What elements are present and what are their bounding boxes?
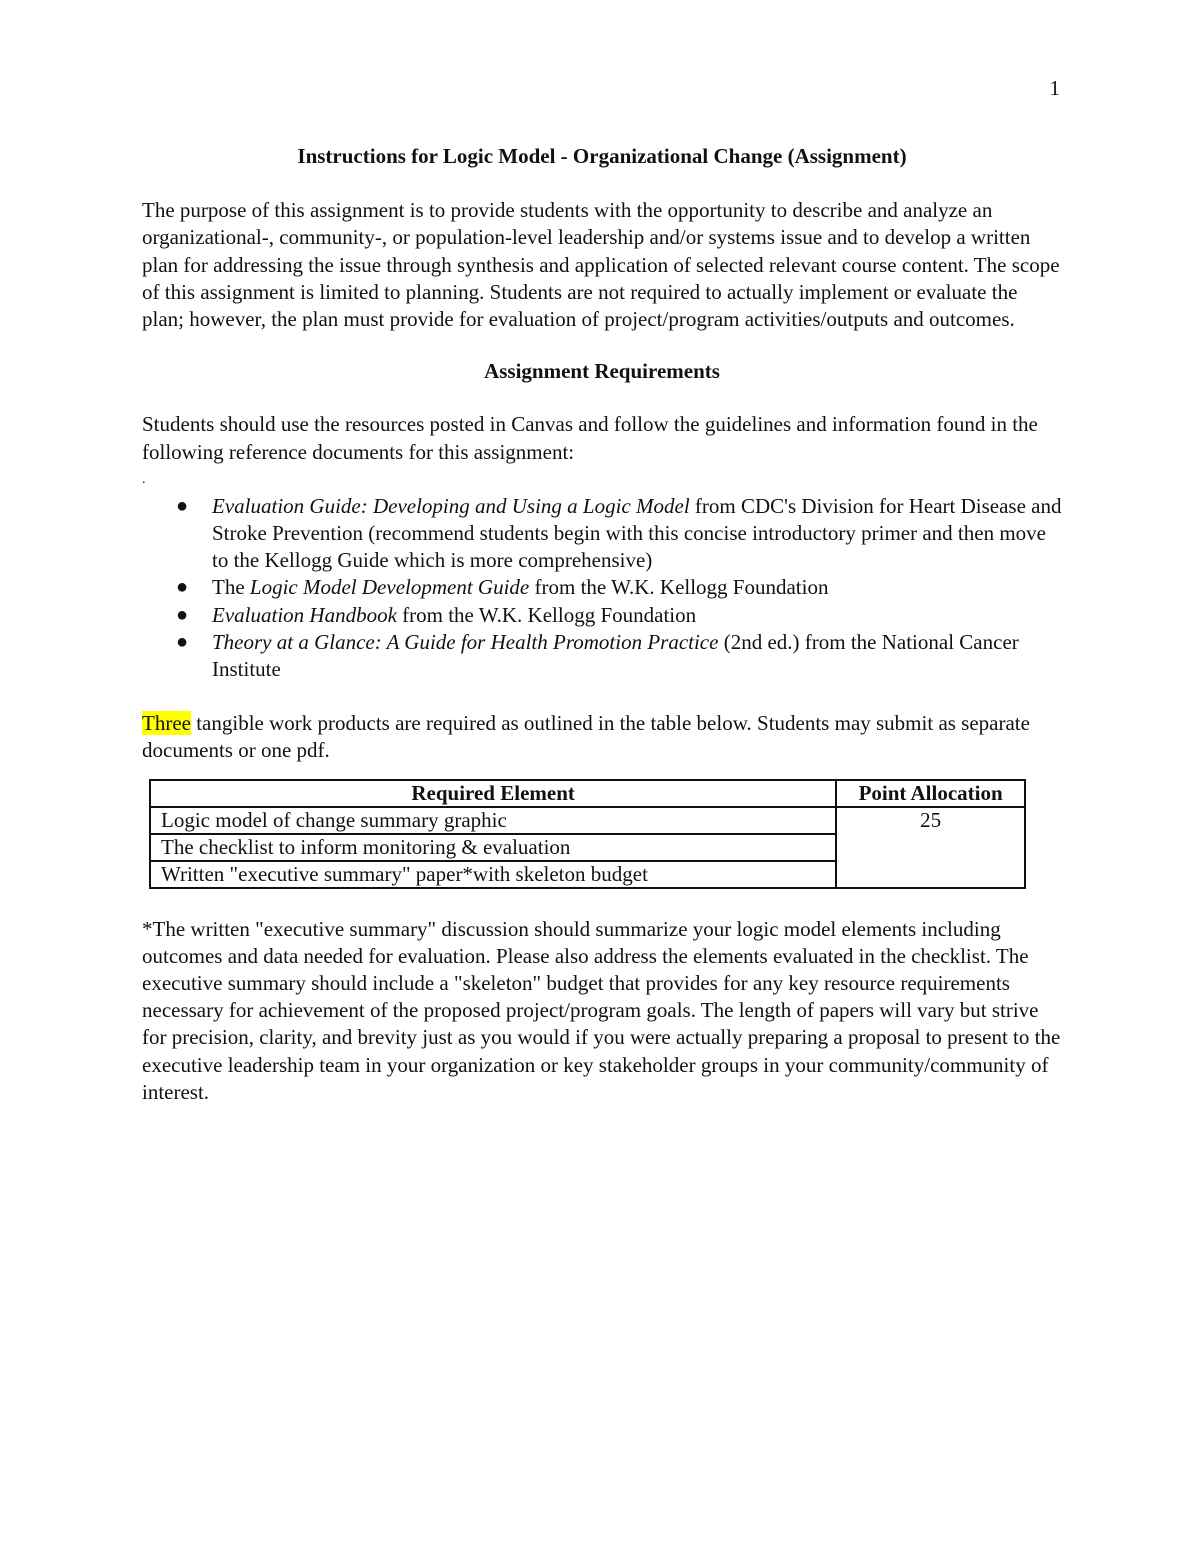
reference-title: Logic Model Development Guide [249, 575, 530, 600]
bullet-icon: ● [176, 603, 189, 626]
list-item [142, 629, 1062, 683]
list-item [142, 574, 1062, 601]
requirements-heading: Assignment Requirements [484, 359, 720, 384]
point-allocation-cell: 25 [836, 807, 1025, 888]
reference-source: from CDC's Division for Heart Disease and Stroke Prevention (recommend students begin with this concise introductory primer and then move to the Kellogg Guide which is more comprehensive) [212, 493, 1062, 573]
header-point-allocation: Point Allocation [836, 780, 1025, 807]
table-row [150, 807, 1025, 834]
stray-mark: . [142, 471, 146, 487]
list-item [142, 602, 1062, 629]
table-header-row [150, 780, 1025, 807]
list-item [142, 493, 1062, 575]
required-element-cell: Logic model of change summary graphic [150, 807, 836, 834]
purpose-paragraph: The purpose of this assignment is to provide students with the opportunity to describe and analyze an organizational-, community-, or population-level leadership and/or systems issue and to develop a written plan for addressing the issue through synthesis and application of selected relevant course content. The scope of this assignment is limited to planning. Students are not required to actually implement or evaluate the plan; however, the plan must provide for evaluation of project/program activities/outputs and outcomes. [142, 198, 1060, 332]
document-body [142, 143, 1062, 1106]
reference-title: Evaluation Handbook [212, 602, 397, 627]
required-element-cell: The checklist to inform monitoring & evaluation [150, 834, 836, 861]
bullet-icon: ● [176, 494, 189, 517]
work-products-text: tangible work products are required as outlined in the table below. Students may submit as separate documents or one pdf. [142, 711, 1030, 763]
header-required-element: Required Element [150, 780, 836, 807]
reference-title: Theory at a Glance: A Guide for Health Promotion Practice [212, 629, 719, 654]
reference-list [142, 493, 1062, 683]
reference-source: from the W.K. Kellogg Foundation [396, 602, 697, 627]
resources-intro-paragraph: Students should use the resources posted in Canvas and follow the guidelines and information found in the following reference documents for this assignment: [142, 412, 1038, 464]
executive-summary-note: *The written "executive summary" discussion should summarize your logic model elements including outcomes and data needed for evaluation. Please also address the elements evaluated in the checklist. The executive summary should include a "skeleton" budget that provides for any key resource requirements necessary for achievement of the proposed project/program goals. The length of papers will vary but strive for precision, clarity, and brevity just as you would if you were actually preparing a proposal to present to the executive leadership team in your organization or key stakeholder groups in your community/community of interest. [142, 916, 1061, 1104]
reference-source: (2nd ed.) from the National Cancer Institute [212, 629, 1019, 682]
bullet-icon: ● [176, 576, 189, 599]
work-products-paragraph [142, 710, 1062, 764]
reference-prefix: The [212, 575, 250, 600]
page-title: Instructions for Logic Model - Organizational Change (Assignment) [297, 144, 907, 168]
highlighted-word: Three [142, 711, 191, 736]
bullet-icon: ● [176, 630, 189, 653]
required-element-cell: Written "executive summary" paper*with skeleton budget [150, 861, 836, 888]
reference-title: Evaluation Guide: Developing and Using a Logic Model [212, 493, 690, 518]
page-number: 1 [1049, 76, 1060, 100]
spacer [142, 683, 1062, 710]
requirements-table [149, 779, 1026, 889]
reference-source: from the W.K. Kellogg Foundation [529, 575, 829, 600]
